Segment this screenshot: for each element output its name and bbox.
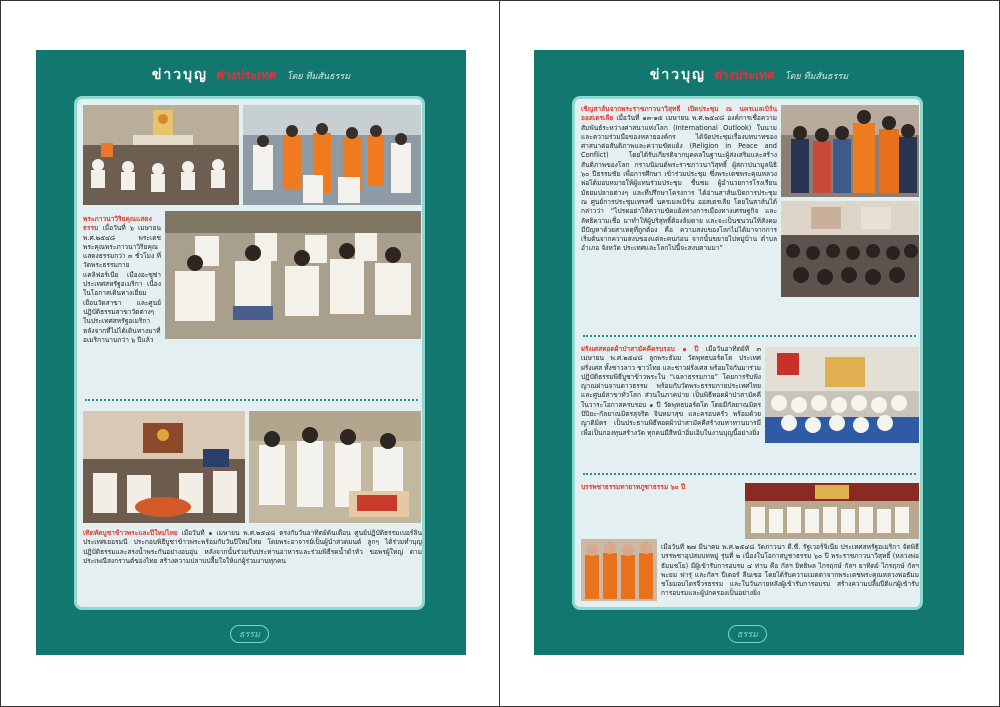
right-story3-body: เมื่อวันที่ ๒๗ มีนาคม พ.ศ.๒๕๔๘ วัดภาวนา ดี.ซี. รัฐเวอร์จิเนีย ประเทศสหรัฐอเมริกา จัดพิธีบรรพชาอุปสมบทหมู่ รุ่นที่ ๒ เนื่องในโอกาสบูชาธรรม ๖๐ ปี พระราชภาวนาวิสุทธิ์ (หลวงพ่อธัมมชโย) มีผู้เข้ารับการอบรม ๔ ท่าน คือ กัลฯ ยิทธิพล ไกรฤกษ์ กัลฯ ยาทิตย์ ไกรฤกษ์ กัลฯ พะยม ฟารุ่ และกัลฯ ปีเตอร์ ลีนเซอ โดยได้รับความเมตตาจากพระเดชพระคุณหลวงพ่อธัมมชโยมอบไตรจีวรธรรม และในวันภายหลังผู้เข้ารับการอบรม สร้างความปลื้มปีติแก่ผู้เข้ารับการอบรมและผู้ปกครองเป็นอย่างยิ่ง bbox=[661, 543, 919, 598]
section-divider-1 bbox=[583, 335, 916, 337]
left-story1-heading: พระภาวนาวิริยคุณแสดงธรรม bbox=[83, 215, 152, 233]
right-story3-text bbox=[661, 543, 919, 607]
right-page-footer bbox=[534, 622, 964, 643]
photo-meditators bbox=[165, 211, 421, 339]
photo-ceremony bbox=[249, 411, 421, 523]
left-story2-body: เมื่อวันที่ ๑ เมษายน พ.ศ.๒๕๔๘ ตรงกับวันอาทิตย์ต้นเดือน ศูนย์ปฏิบัติธรรมเบอร์ลิน ประเทศเยอรมนี ประกอบพิธีบูชาข้าวพระพร้อมกับวันปีใหม่ไทย โดยพระอาจารย์เป็นผู้นำสวดมนต์ ลูกๆ ได้ร่วมทำบุญปฏิบัติธรรมและสรงน้ำพระกันอย่างอบอุ่น หลังจากนั้นร่วมรับประทานอาหารและร่วมพิธีรดน้ำดำหัว ขอพรผู้ใหญ่ ตามประเพณีสงกรานต์ของไทย สร้างความปลาบปลื้มใจให้แก่ผู้ร่วมงานทุกคน bbox=[83, 529, 422, 565]
photo-monks-crowd bbox=[243, 105, 421, 205]
right-content-panel bbox=[572, 96, 923, 610]
photo-monk-group bbox=[781, 105, 919, 197]
left-story2-text bbox=[83, 529, 422, 607]
left-page bbox=[36, 50, 466, 655]
photo-conference bbox=[781, 201, 919, 297]
left-story2-heading: เทิดทัดบูชาข้าวพระและปีใหม่ไทย bbox=[83, 529, 178, 537]
photo-temple-children bbox=[765, 347, 919, 443]
right-page-header bbox=[534, 64, 964, 86]
right-story1-text bbox=[581, 105, 777, 317]
photo-meditation-hall bbox=[83, 105, 239, 205]
left-page-footer bbox=[36, 622, 466, 643]
left-story1-body: เมื่อวันที่ ๖ เมษายน พ.ศ.๒๕๔๘ พระเดชพระคุณพระภาวนาวิริยคุณ แสดงธรรมกว่า ๓ ชั่วโมง ที่วัดพระธรรมกายแคลิฟอร์เนีย เมืองอะซูซ่า ประเทศสหรัฐอเมริกา เนื่องในโอกาสเดินทางเยี่ยมเยือนวัดสาขา และศูนย์ปฏิบัติธรรมสาขาวัดต่างๆ ในประเทศสหรัฐอเมริกา หลังจากที่ไม่ได้เดินทางมาที่อเมริกานานกว่า ๖ ปีแล้ว bbox=[83, 224, 161, 343]
section-divider bbox=[85, 399, 418, 401]
header-byline: โดย ทีมสันธรรม bbox=[784, 72, 849, 82]
right-story3-text-top bbox=[581, 483, 743, 537]
right-story1-heading: เชิญสาส์นจากพระราชภาวนาวิสุทธิ์ เปิดประชุม ณ นครเมลเบิร์น ออสเตรเลีย bbox=[581, 105, 777, 123]
header-section: ต่างประเทศ bbox=[216, 68, 277, 82]
left-story1-text bbox=[83, 215, 161, 343]
header-section: ต่างประเทศ bbox=[714, 68, 775, 82]
magazine-logo: ธรรม bbox=[728, 625, 767, 643]
magazine-logo: ธรรม bbox=[230, 625, 269, 643]
header-title: ข่าวบุญ bbox=[649, 67, 706, 83]
right-story1-body: เมื่อวันที่ ๑๓-๑๕ เมษายน พ.ศ.๒๕๔๘ องค์การเชื่อความสัมพันธ์ระหว่างศาสนาแห่งโลก (International Outlook) ในนามและความร่วมมือของหลายองค์กร ได้จัดประชุมเรื่องบทบาทของศาสนาต่อสันติภาพและความขัดแย้ง (Religion in Peace and Conflict) โดยได้รับเกียรติจากบุคคลในฐานะผู้ส่งเสริมและสร้างสันติภาพของโลก กราบนิมนต์พระราชภาวนาวิสุทธิ์ ผู้สถาปนามูลนิธิ ๖๐ ปีธรรมชัย เพื่อการศึกษา เข้าร่วมประชุม ซึ่งพระเดชพระคุณหลวงพ่อได้มอบหมายให้ผู้แทนร่วมประชุม ชื่นชม ผู้อำนวยการโรงเรียนมัธยมปลายต่างๆ และที่ปรึกษาโครงการ ได้อ่านสาส์นเปิดการประชุม ณ ศูนย์การประชุมเทรลซี่ นครเมลเบิร์น ออสเตรเลีย โดยในสาส์นได้กล่าวว่า “ไปรดอย่าให้ความขัดแย้งทางการเมืองทางเศรษฐกิจ และลัทธิความเชื่อ มาทำให้ผู้บริสุทธิ์ต้องล้มตาย และจะเป็นชนวนให้สังคมมีปัญหาด้วยสาเหตุที่ถูกต้อง คือ ความสงบของโลกไม่ได้มาจากการเริ่มต้นจากความสงบของแต่ละคนก่อน จากนั้นขยายไปหมู่บ้าน ตำบล อำเภอ จังหวัด ประเทศและโลกไปนี้จะสงบตามมา” bbox=[581, 114, 777, 253]
header-byline: โดย ทีมสันธรรม bbox=[286, 72, 351, 82]
right-story2-text bbox=[581, 345, 761, 453]
right-story3-heading: บรรพชาธรรมทายาทภูซาธรรม ๖๐ ปี bbox=[581, 483, 686, 491]
photo-shrine bbox=[83, 411, 245, 523]
right-story2-heading: ฝรั่งเศสทอดผ้าป่าสามัคคีครบรอบ ๑ ปี bbox=[581, 345, 699, 353]
section-divider-2 bbox=[583, 473, 916, 475]
spread-divider bbox=[499, 0, 500, 707]
header-title: ข่าวบุญ bbox=[151, 67, 208, 83]
left-page-header bbox=[36, 64, 466, 86]
right-page bbox=[534, 50, 964, 655]
photo-ordination-group bbox=[745, 483, 919, 539]
left-content-panel bbox=[74, 96, 425, 610]
photo-ordained-monks bbox=[581, 539, 657, 601]
right-story2-body: เมื่อวันอาทิตย์ที่ ๓ เมษายน พ.ศ.๒๕๔๘ ลูกพระธัมม วัดพุทธบอร์ดโด ประเทศฝรั่งเศส ทั้งชาวลาว ชาวไทย และชาวฝรั่งเศส พร้อมใจกันมาร่วมปฏิบัติธรรมพิธีบูชาข้าวพระใน “เฉลาธรรมกาย” โดยการรับฟังญาณผ่านจานดาวธรรม พร้อมกับวัดพระธรรมกายประเทศไทย และศูนย์สาขาทั่วโลก ส่วนในภาคบ่าย เป็นพิธีทอดผ้าป่าสามัคคีในวาระโอกาสครบรอบ ๑ ปี วัดพุทธบอร์ดโด โดยมีกัลยาณมิตรปัปิยะ-กัลยาณมิตรสุจริต จินหมาสุข และครอบครัว พร้อมด้วยญาติมิตร เป็นประธานพิธีทอดผ้าป่าสามัคคีสร้างมหาทานบารมี เพื่อเป็นกองทุนสร้างวัด ทุกคนมีสีหน้าอิ่มเอิบในงานบุญนี้อย่างยิ่ง bbox=[581, 345, 761, 437]
